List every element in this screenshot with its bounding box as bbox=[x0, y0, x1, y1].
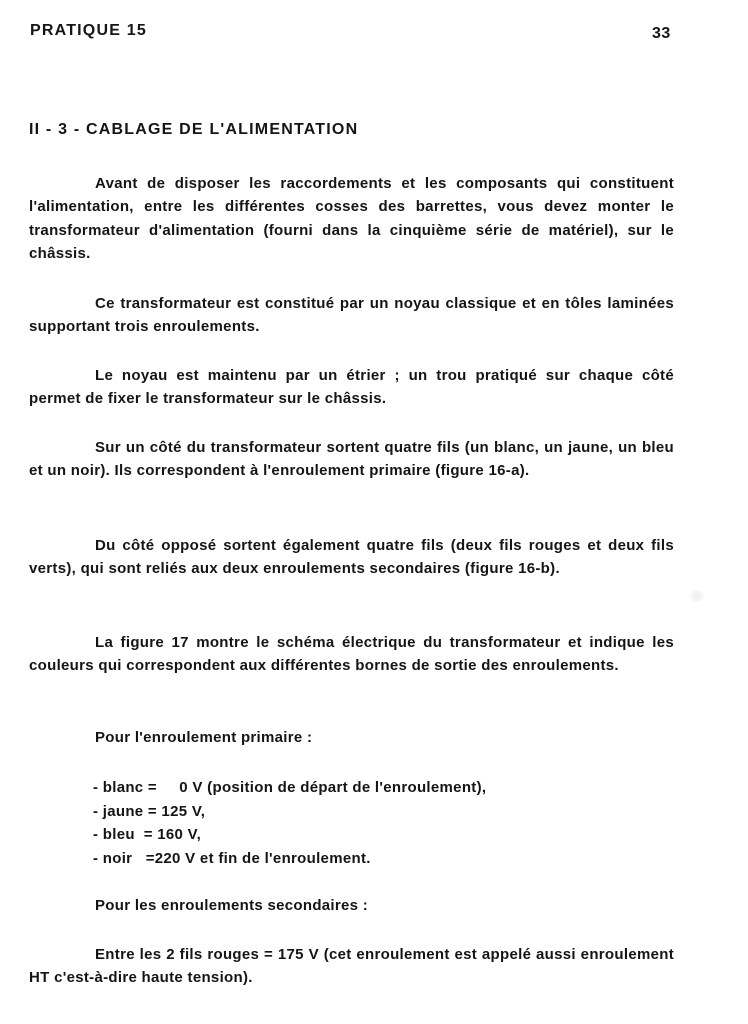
paragraph-intro: Avant de disposer les raccordements et les composants qui constituent l'alimentation, entre les différentes cosses des barrettes, vous devez monter le transformateur d'alimentation (fourni dans la cinquième série de matériel), sur le châssis. bbox=[29, 175, 674, 262]
page-number: 33 bbox=[652, 25, 671, 42]
secondary-heading: Pour les enroulements secondaires : bbox=[95, 897, 369, 914]
paragraph-primary-wires: Sur un côté du transformateur sortent quatre fils (un blanc, un jaune, un bleu et un noir). Ils correspondent à l'enroulement primaire (figure 16-a). bbox=[29, 439, 674, 480]
primary-voltage-list bbox=[93, 776, 486, 870]
scan-smudge bbox=[690, 590, 704, 602]
paragraph-figure-17: La figure 17 montre le schéma électrique du transformateur et indique les couleurs qui correspondent aux différentes bornes de sortie des enroulements. bbox=[29, 634, 674, 675]
list-item: - noir =220 V et fin de l'enroulement. bbox=[93, 849, 371, 867]
paragraph-secondary-wires: Du côté opposé sortent également quatre fils (deux fils rouges et deux fils verts), qui sont reliés aux deux enroulements secondaires (figure 16-b). bbox=[29, 537, 674, 578]
paragraph-secondary-ht: Entre les 2 fils rouges = 175 V (cet enroulement est appelé aussi enroulement HT c'est-à-dire haute tension). bbox=[29, 946, 674, 987]
list-item: - jaune = 125 V, bbox=[93, 802, 206, 820]
primary-heading: Pour l'enroulement primaire : bbox=[95, 729, 313, 746]
list-item: - blanc = 0 V (position de départ de l'enroulement), bbox=[93, 779, 487, 796]
section-title: II - 3 - CABLAGE DE L'ALIMENTATION bbox=[29, 121, 359, 138]
list-item: - bleu = 160 V, bbox=[93, 826, 202, 843]
running-header: PRATIQUE 15 bbox=[30, 22, 147, 39]
paragraph-core: Le noyau est maintenu par un étrier ; un trou pratiqué sur chaque côté permet de fixer le transformateur sur le châssis. bbox=[29, 367, 674, 408]
paragraph-transformer: Ce transformateur est constitué par un noyau classique et en tôles laminées supportant trois enroulements. bbox=[29, 295, 674, 336]
